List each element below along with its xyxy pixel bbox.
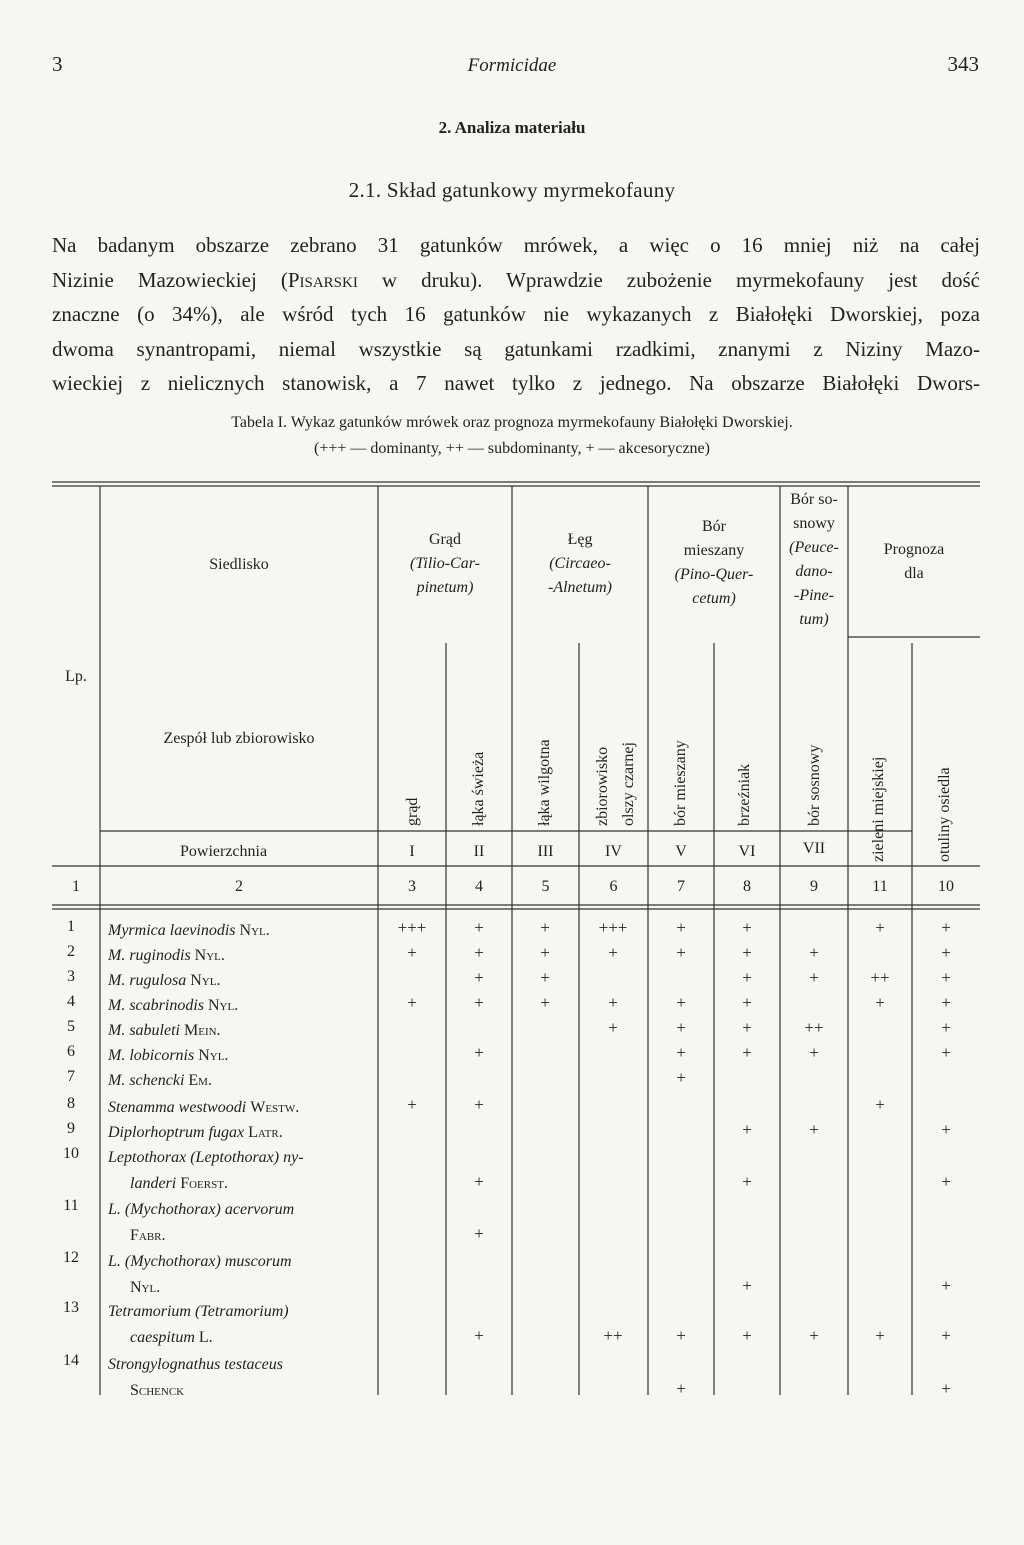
subsection-title: 2.1. Skład gatunkowy myrmekofauny [348, 178, 676, 202]
species-name: M. sabuleti Mein. [108, 1022, 221, 1039]
abundance-cell: + [809, 1120, 819, 1139]
surface-III: III [537, 843, 554, 860]
abundance-cell: + [540, 943, 550, 962]
habitat-leg: Łęg (Circaeo- -Alnetum) [548, 531, 612, 596]
abundance-cell: + [540, 968, 550, 987]
abundance-cell: + [608, 943, 618, 962]
col-number: 3 [408, 878, 416, 895]
community-zieleni-miejskiej: zieleni miejskiej [870, 756, 887, 862]
surface-V: V [675, 843, 687, 860]
abundance-cell: + [407, 943, 417, 962]
abundance-cell: + [676, 1379, 686, 1398]
surface-IV: IV [605, 843, 622, 860]
abundance-cell: + [941, 1120, 951, 1139]
community-olszy-czarnej: olszy czarnej [620, 742, 637, 826]
species-name: Myrmica laevinodis Nyl. [108, 922, 270, 939]
table-caption: Tabela I. Wykaz gatunków mrówek oraz prognoza myrmekofauny Białołęki Dworskiej. [231, 414, 793, 431]
body-line: Nizinie Mazowieckiej (Pisarski w druku). Wprawdzie zubożenie myrmekofauny jest dość [52, 267, 980, 292]
community-zbiorowisko: zbiorowisko [594, 746, 611, 826]
abundance-cell: + [474, 1224, 484, 1243]
abundance-cell: +++ [397, 918, 427, 937]
community-brzezniak: brzeźniak [736, 763, 753, 826]
row-number: 3 [67, 968, 75, 985]
community-grad: grąd [404, 797, 421, 826]
row-number: 12 [63, 1249, 79, 1266]
habitat-bor-mieszany: Bór mieszany (Pino-Quer- cetum) [674, 518, 754, 607]
abundance-cell: + [941, 918, 951, 937]
abundance-cell: + [941, 1043, 951, 1062]
species-name: M. rugulosa Nyl. [108, 972, 221, 989]
species-name: L. (Mychothorax) acervorum Fabr. [108, 1201, 295, 1244]
abundance-cell: + [540, 993, 550, 1012]
abundance-cell: + [809, 943, 819, 962]
abundance-cell: + [742, 918, 752, 937]
abundance-cell: + [875, 993, 885, 1012]
abundance-cell: + [875, 918, 885, 937]
col-number: 6 [609, 878, 618, 895]
row-number: 11 [63, 1197, 79, 1214]
abundance-cell: + [809, 1043, 819, 1062]
abundance-cell: + [742, 1276, 752, 1295]
abundance-cell: + [742, 1326, 752, 1345]
page-number: 343 [947, 52, 979, 76]
running-title: Formicidae [467, 55, 557, 76]
row-number: 1 [67, 918, 75, 935]
species-name: L. (Mychothorax) muscorum Nyl. [108, 1253, 292, 1296]
row-number: 10 [63, 1145, 79, 1162]
row-number: 2 [67, 943, 75, 960]
abundance-cell: + [742, 1172, 752, 1191]
col-number: 7 [677, 878, 685, 895]
row-number: 8 [67, 1095, 75, 1112]
species-name: M. ruginodis Nyl. [108, 947, 225, 964]
community-laka-wilgotna: łąka wilgotna [536, 739, 553, 826]
lp-header: Lp. [65, 668, 87, 685]
abundance-cell: + [875, 1095, 885, 1114]
species-name: Stenamma westwoodi Westw. [108, 1099, 300, 1116]
abundance-cell: ++ [870, 968, 890, 987]
abundance-cell: + [941, 1172, 951, 1191]
col-number: 2 [235, 878, 243, 895]
abundance-cell: +++ [598, 918, 628, 937]
species-name: M. schencki Em. [108, 1072, 212, 1089]
abundance-cell: + [676, 993, 686, 1012]
abundance-cell: + [941, 1379, 951, 1398]
abundance-cell: + [941, 1018, 951, 1037]
community-bor-mieszany: bór mieszany [672, 740, 689, 826]
row-number: 14 [63, 1352, 79, 1369]
abundance-cell: + [742, 1120, 752, 1139]
surface-II: II [473, 843, 485, 860]
abundance-cell: + [742, 1018, 752, 1037]
species-name: Tetramorium (Tetramorium) caespitum L. [108, 1303, 289, 1346]
page-number-left: 3 [52, 52, 63, 76]
abundance-cell: + [474, 968, 484, 987]
col-number: 5 [541, 878, 550, 895]
row-number: 5 [67, 1018, 75, 1035]
abundance-cell: + [474, 1172, 484, 1191]
abundance-cell: + [809, 1326, 819, 1345]
abundance-cell: + [407, 1095, 417, 1114]
abundance-cell: + [474, 1043, 484, 1062]
abundance-cell: + [941, 1326, 951, 1345]
abundance-cell: + [742, 993, 752, 1012]
siedlisko-header: Siedlisko [209, 556, 269, 573]
abundance-cell: + [676, 1018, 686, 1037]
abundance-cell: + [608, 1018, 618, 1037]
col-number: 10 [938, 878, 954, 895]
body-line: znaczne (o 34%), ale wśród tych 16 gatunków nie wykazanych z Białołęki Dworskiej, poza [52, 302, 980, 326]
species-name: Leptothorax (Leptothorax) ny- landeri Foerst. [108, 1149, 304, 1192]
abundance-cell: + [474, 1095, 484, 1114]
community-bor-sosnowy: bór sosnowy [806, 744, 823, 826]
row-number: 4 [67, 993, 75, 1010]
species-name: Strongylognathus testaceus Schenck [108, 1356, 283, 1399]
species-name: M. lobicornis Nyl. [108, 1047, 229, 1064]
row-number: 9 [67, 1120, 75, 1137]
table-legend: (+++ — dominanty, ++ — subdominanty, + — akcesoryczne) [314, 440, 710, 457]
habitat-bor-sosnowy: Bór so- snowy (Peuce- dano- -Pine- tum) [789, 491, 839, 628]
abundance-cell: + [941, 993, 951, 1012]
habitat-grad: Grąd (Tilio-Car- pinetum) [410, 531, 480, 596]
abundance-cell: + [875, 1326, 885, 1345]
abundance-cell: + [474, 993, 484, 1012]
abundance-cell: + [809, 968, 819, 987]
abundance-cell: + [676, 1326, 686, 1345]
abundance-cell: + [941, 968, 951, 987]
species-name: M. scabrinodis Nyl. [108, 997, 239, 1014]
body-line: dwoma synantropami, niemal wszystkie są gatunkami rzadkimi, znanymi z Niziny Mazo- [52, 336, 980, 361]
row-number: 7 [67, 1068, 75, 1085]
abundance-cell: + [742, 1043, 752, 1062]
species-name: Diplorhoptrum fugax Latr. [108, 1124, 283, 1141]
section-title: 2. Analiza materiału [438, 118, 586, 137]
col-number: 4 [475, 878, 483, 895]
abundance-cell: + [676, 1043, 686, 1062]
abundance-cell: + [676, 943, 686, 962]
abundance-cell: + [474, 943, 484, 962]
col-number: 11 [872, 878, 888, 895]
surface-VI: VI [738, 843, 756, 860]
community-laka-swieza: łąka świeża [470, 751, 487, 826]
prognoza-header: Prognoza dla [883, 541, 945, 582]
abundance-cell: + [474, 918, 484, 937]
body-line: Na badanym obszarze zebrano 31 gatunków mrówek, a więc o 16 mniej niż na całej [52, 233, 980, 257]
abundance-cell: ++ [804, 1018, 824, 1037]
abundance-cell: + [608, 993, 618, 1012]
abundance-cell: + [676, 918, 686, 937]
col-number: 1 [72, 878, 80, 895]
zespol-header: Zespół lub zbiorowisko [163, 730, 315, 747]
surface-I: I [409, 843, 415, 860]
row-number: 13 [63, 1299, 79, 1316]
community-otuliny-osiedla: otuliny osiedla [936, 767, 953, 862]
surface-VII: VII [802, 840, 826, 857]
abundance-cell: + [407, 993, 417, 1012]
abundance-cell: + [742, 968, 752, 987]
abundance-cell: + [474, 1326, 484, 1345]
body-line: wieckiej z nielicznych stanowisk, a 7 nawet tylko z jednego. Na obszarze Białołęki Dwors- [52, 371, 980, 395]
abundance-cell: + [676, 1068, 686, 1087]
abundance-cell: ++ [603, 1326, 623, 1345]
powierzchnia-header: Powierzchnia [180, 843, 268, 860]
abundance-cell: + [941, 1276, 951, 1295]
citation-author: Pisarski [287, 267, 358, 292]
col-number: 8 [743, 878, 751, 895]
abundance-cell: + [540, 918, 550, 937]
col-number: 9 [810, 878, 818, 895]
abundance-cell: + [941, 943, 951, 962]
abundance-cell: + [742, 943, 752, 962]
row-number: 6 [67, 1043, 75, 1060]
